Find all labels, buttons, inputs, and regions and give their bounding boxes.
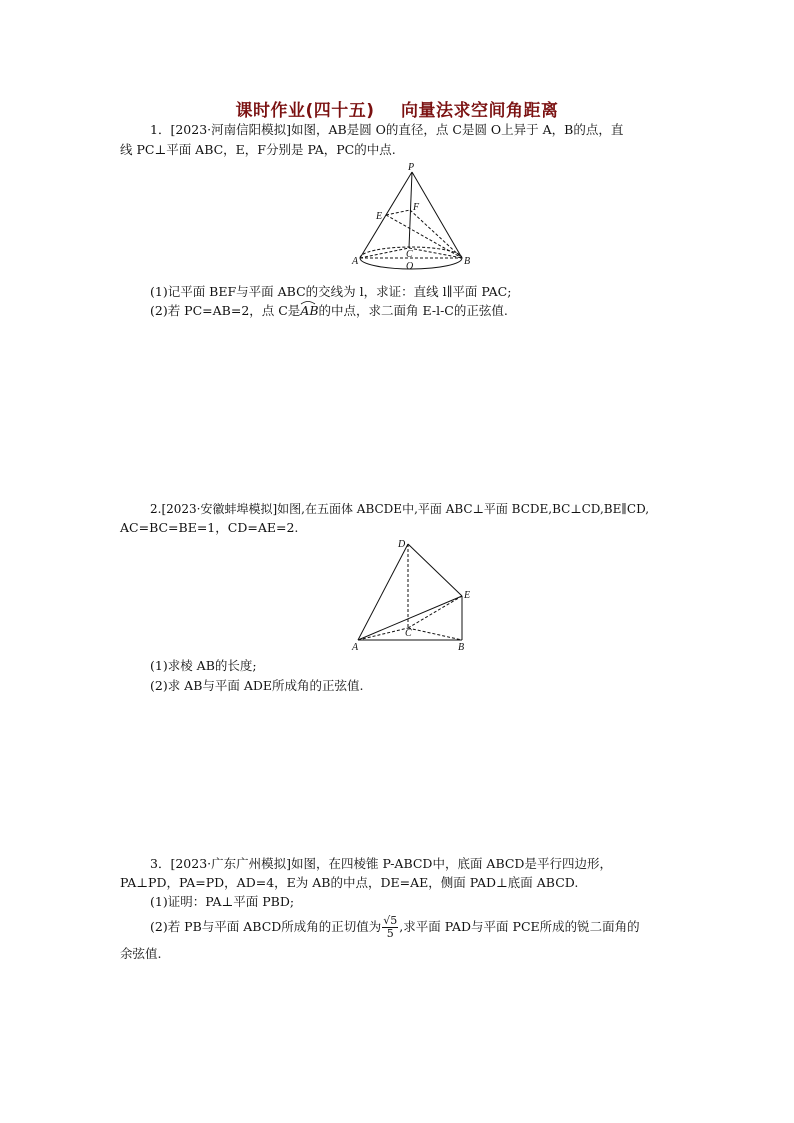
label-P: P: [408, 162, 415, 173]
problem3-q2-part2: ,求平面 PAD与平面 PCE所成的锐二面角的: [399, 919, 640, 934]
label-O: O: [406, 261, 414, 272]
problem1-line1: 1．[2023·河南信阳模拟]如图，AB是圆 O的直径，点 C是圆 O上异于 A，B的点，直: [150, 122, 624, 137]
fraction-sqrt5-over-5: [382, 915, 398, 940]
problem3-line2: PA⊥PD，PA=PD，AD=4，E为 AB的中点，DE=AE，侧面 PAD⊥底面 ABCD.: [120, 875, 579, 890]
problem1-q2-part2: 的中点，求二面角 E-l-C的正弦值.: [318, 303, 508, 318]
problem3-line1: 3．[2023·广东广州模拟]如图，在四棱锥 P-ABCD中，底面 ABCD是平行四边形，: [150, 856, 612, 871]
title-right: 向量法求空间角距离: [400, 101, 559, 121]
arc-ab-label: AB: [300, 303, 319, 318]
label-C: C: [405, 628, 412, 639]
label-B: B: [458, 642, 465, 653]
problem2-line2: AC=BC=BE=1，CD=AE=2.: [120, 520, 299, 535]
label-A: A: [352, 642, 359, 653]
problem1-q1: (1)记平面 BEF与平面 ABC的交线为 l，求证：直线 l∥平面 PAC;: [150, 284, 512, 299]
problem2-q2: (2)求 AB与平面 ADE所成角的正弦值.: [150, 678, 364, 693]
problem2-figure-pentahedron: [348, 536, 478, 652]
fraction-denominator: 5: [386, 927, 394, 940]
fraction-numerator: √5: [383, 914, 398, 927]
title-left: 课时作业(四十五): [235, 101, 375, 121]
label-E: E: [376, 211, 383, 222]
label-F: F: [413, 202, 420, 213]
label-E: E: [464, 590, 471, 601]
label-D: D: [398, 539, 406, 550]
problem2-q1: (1)求棱 AB的长度;: [150, 658, 257, 673]
problem1-q2: [150, 303, 508, 319]
problem3-q2: [150, 914, 640, 940]
problem2-line1: 2.[2023·安徽蚌埠模拟]如图,在五面体 ABCDE中,平面 ABC⊥平面 BCDE,BC⊥CD,BE∥CD,: [150, 502, 650, 516]
problem1-line2: 线 PC⊥平面 ABC，E，F分别是 PA，PC的中点.: [120, 142, 396, 157]
label-A: A: [352, 256, 359, 267]
arc-ab: [300, 303, 318, 318]
problem3-q2-part1: (2)若 PB与平面 ABCD所成角的正切值为: [150, 919, 382, 934]
problem3-q1: (1)证明：PA⊥平面 PBD;: [150, 894, 295, 909]
problem1-q2-part1: (2)若 PC=AB=2，点 C是: [150, 303, 301, 318]
label-B: B: [464, 256, 471, 267]
arc-mark-icon: [300, 300, 316, 305]
label-C: C: [406, 249, 413, 260]
problem1-figure-cone: [340, 162, 480, 276]
problem3-q2-cont: 余弦值.: [120, 946, 162, 961]
page-title: [0, 96, 794, 121]
